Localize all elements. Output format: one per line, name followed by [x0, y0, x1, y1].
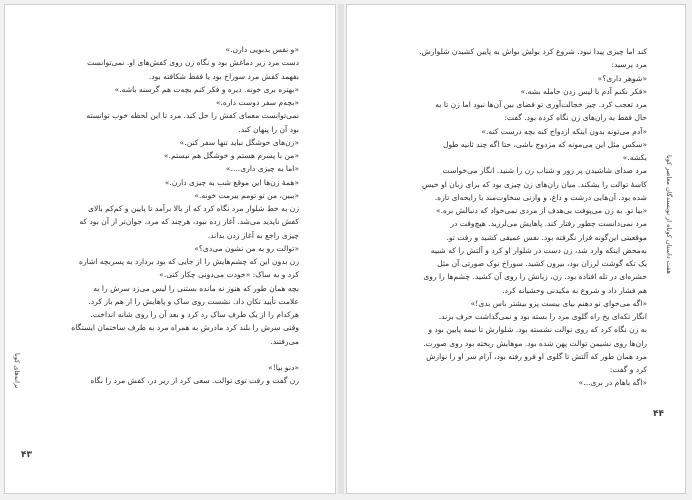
text-line: زن به خط شلوار مرد نگاه کرد که از بالا برآمد تا پایین و کم‌کم بالای: [88, 204, 299, 213]
page-number: ۴۳: [21, 450, 32, 460]
text-line: می‌رفتند.: [270, 336, 299, 346]
text-line: وقتی سرش را بلند کرد مادرش به همراه مرد به طرف ساختمان ایستگاه: [71, 323, 299, 333]
text-line: انگار تکه‌ای یخ راه گلوی مرد را بسته بود و نمی‌گذاشت حرف بزند.: [438, 312, 647, 321]
text-line: نمی‌توانست معمای کفش را حل کند. مرد تا این لحظه خوب توانسته: [86, 111, 299, 121]
text-line: بچه همان طور که هنوز نه مانده بستنی را لیس می‌زد سرش را به: [93, 283, 299, 293]
text-line: «دنو بیا!»: [268, 363, 299, 372]
text-line: کفش ناپدید می‌شد. آغاز زده نبود، هرچند که مرد، جوان‌تر از آن بود که: [79, 217, 299, 227]
text-line: زن گفت و رفت توی توالت. سعی کرد از زیر در، کفش مرد را نگاه: [90, 376, 299, 386]
text-line: به‌محض اینکه وارد شد، زن دست در شلوار او کرد و آلتش را که شبیه: [430, 245, 647, 255]
text-line: شده بود. آن‌هایی درشت و داغ، و وازنی سخاوت‌مند با رایحه‌ای تازه.: [434, 192, 647, 202]
text-line: «آدم می‌تونه بدون اینکه ازدواج کنه بچه درست کنه.»: [481, 126, 647, 136]
text-line: کرد و گفت:: [609, 365, 647, 374]
text-line: حشره‌ای در تله افتاده بود. زن، زبانش را روی آن کشید. چشم‌ها را روی: [423, 272, 647, 282]
running-head: ترانه‌های کوبا: [13, 353, 21, 389]
text-line: بفهمد کفش مرد سوراخ بود یا فقط شکافته بود.: [148, 71, 299, 81]
text-line: «ببین، من تو تومم بیرمت خونه.»: [194, 190, 299, 200]
text-line: «اگه می‌خوای تو دهنم بیای بیست پزو بیشتر باس بدی!»: [470, 298, 647, 308]
running-head: هفت داستان کوتاه از نویسندگان معاصر کوبا: [665, 155, 673, 274]
text-line: به زن نگاه کرد که روی توالت نشسته بود. شلوارش تا نیمه پایین بود و: [428, 325, 647, 335]
right-page-text: [385, 45, 647, 390]
page-number: ۴۴: [653, 409, 664, 419]
text-line: کرد و به ساک: «خودت می‌دونی چکار کنی.»: [159, 270, 299, 280]
text-line: «بچه‌م سفر دوست داره.»: [215, 98, 299, 107]
text-line: «و نفس بدبویی دارن.»: [225, 45, 299, 54]
text-line: «اگه باهام در بری...»: [578, 378, 647, 388]
text-line: هم فشار داد و شروع به مکیدنی وحشیانه کرد.: [502, 285, 647, 295]
text-line: «شوهر داری؟»: [597, 73, 647, 83]
text-line: هرکدام را از یک طرف ساک رد کرد و بعد آن را روی شانه انداخت.: [90, 310, 299, 319]
text-line: چیزی راجع به آغاز زدن بداند.: [207, 230, 299, 240]
text-line: موقعیتی این‌گونه قرار نگرفته بود. نفس عمیقی کشید و رفت تو.: [446, 232, 647, 242]
text-line: مرد همان طور که آلتش تا گلوی او فرو رفته بود، آرام سر او را نوازش: [426, 351, 647, 361]
text-line: بود آن را پنهان کند.: [238, 124, 299, 134]
text-line: علامت تأیید تکان داد. نشست روی ساک و پاهایش را از هم باز کرد.: [88, 296, 299, 306]
text-line: مرد تعجب کرد. چیز خجالت‌آوری تو فضای بین آن‌ها نبود اما زن تا به: [435, 100, 647, 109]
text-line: «اما یه چیزی داری....»: [225, 164, 299, 174]
text-line: «زن‌های خوشگل نباید تنها سفر کنن.»: [179, 137, 299, 147]
left-page: [4, 4, 336, 494]
text-line: کاسهٔ توالت را بشکند. میان ران‌های زن چیزی بود که برای زبان او خیس: [421, 179, 647, 189]
text-line: کند اما چیزی پیدا نبود. شروع کرد بولش بواش به پایین کشیدن شلوارش.: [419, 47, 647, 56]
text-line: «بهتره بری خونه. دیره و فکر کنم بچه‌ت هم گرسنه باشه.»: [114, 84, 299, 94]
text-line: «من با پسرم هستم و خوشگل هم نیستم.»: [164, 151, 299, 160]
text-line: «سکس مثل این می‌مونه که مزدوج باشی، حتا اگه چند ثانیه طول: [442, 139, 647, 149]
book-gutter: [338, 4, 344, 494]
text-line: حال فقط به ران‌های زن نگاه کرده بود. گفت:: [504, 113, 647, 123]
text-line: زن بدون این که چشم‌هایش را از جایی که بود بردارد به پسربچه اشاره: [78, 257, 299, 266]
text-line: دست مرد زیر دماغش بود و نگاه زن روی کفش‌های او. نمی‌توانست: [87, 58, 299, 68]
text-line: یک تکه گوشت لرزان بود، بیرون کشید. سوراخ نوک صورتی آن مثل: [437, 259, 647, 268]
text-line: «بیا تو. به زن می‌پوفت بی‌هدف از مردی نمی‌خواد که دنبالش بره.»: [435, 206, 647, 215]
text-line: مرد پرسید:: [611, 60, 647, 70]
text-line: مرد نمی‌دانست چطور رفتار کند. پاهایش می‌لرزید. هیچ‌وقت در: [450, 219, 647, 229]
text-line: ران‌ها روی نشیمن توالت پهن شده بود. موهایش ریخته بود روی صورت.: [423, 338, 647, 348]
right-page: [346, 4, 686, 494]
blank-line: [39, 348, 299, 361]
text-line: بکشه.»: [622, 153, 647, 162]
text-line: مرد صدای شاشیدن پر زور و شتاب زن را شنید. انگار می‌خواست: [442, 166, 647, 176]
text-line: «همهٔ زن‌ها این موقع شب یه چیزی دارن.»: [164, 177, 299, 187]
text-line: «توالت رو به من نشون می‌دی؟»: [194, 243, 299, 253]
left-page-text: [39, 43, 299, 388]
text-line: «فکر نکنم آدم با لیس زدن حامله بشه.»: [520, 86, 647, 96]
